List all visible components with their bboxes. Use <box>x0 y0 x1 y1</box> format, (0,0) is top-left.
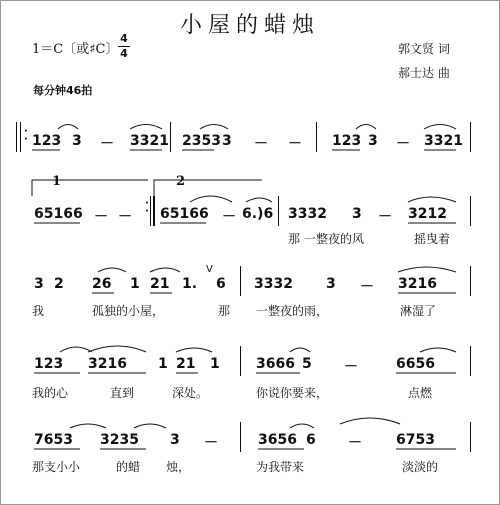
tempo-marking: 每分钟46拍 <box>33 84 93 97</box>
dash: － <box>204 435 218 451</box>
lyric: 我 <box>32 304 45 318</box>
note-group: 123 <box>332 133 362 149</box>
slur <box>60 347 92 352</box>
slur <box>356 125 376 130</box>
note-group: 3666 <box>256 356 295 372</box>
slur <box>190 196 232 202</box>
note: 3 <box>72 133 82 149</box>
lyric: 那 <box>288 232 301 246</box>
dash: － <box>344 359 358 375</box>
note-group: 3332 <box>254 276 293 292</box>
composer-credit: 郝士达 曲 <box>398 66 450 80</box>
volta-second-label: 2 <box>176 174 186 189</box>
note: 1 <box>210 356 220 372</box>
slur <box>134 424 166 428</box>
dash: － <box>254 136 268 152</box>
note-group: 21 <box>150 276 170 292</box>
dash: － <box>360 279 374 295</box>
note-group: 21 <box>176 356 196 372</box>
dash: － <box>378 209 392 225</box>
note-group: 3212 <box>408 206 447 222</box>
note-group: 2353 <box>182 133 221 149</box>
note: 6 <box>306 432 316 448</box>
breath-mark: V <box>206 264 213 275</box>
note-group: 65166 <box>34 206 83 222</box>
slur <box>408 197 456 202</box>
note: 3 <box>368 133 378 149</box>
note-group: 3656 <box>258 432 297 448</box>
slur <box>150 268 180 272</box>
slur <box>58 125 78 130</box>
lyric: 为我带来 <box>256 460 305 474</box>
dash: － <box>288 136 302 152</box>
note: 5 <box>302 356 312 372</box>
dash: － <box>100 136 114 152</box>
note: 1 <box>158 356 168 372</box>
lyric: 点燃 <box>408 386 433 400</box>
dash: － <box>222 209 236 225</box>
note: 6 <box>216 276 226 292</box>
slur <box>88 346 146 352</box>
note-group: 6656 <box>396 356 435 372</box>
slur <box>200 125 228 130</box>
lyric: 我的心 <box>32 386 69 400</box>
slur <box>246 198 272 202</box>
volta-second-bracket <box>154 180 262 196</box>
note-group: 3216 <box>88 356 127 372</box>
dash: － <box>94 209 108 225</box>
slur <box>420 348 456 352</box>
lyricist-credit: 郭文贤 词 <box>398 42 450 56</box>
note: 1 <box>130 276 140 292</box>
note-group: 3321 <box>424 133 463 149</box>
meter-top: 4 <box>120 32 128 45</box>
note-group: 65166 <box>160 206 209 222</box>
slur <box>424 125 456 130</box>
slur <box>340 418 400 424</box>
note: 3 <box>34 276 44 292</box>
lyric: 淡淡的 <box>402 460 439 474</box>
dash: － <box>348 435 362 451</box>
lyric: 淋湿了 <box>400 304 437 318</box>
slur <box>130 125 162 130</box>
note-group: 3216 <box>398 276 437 292</box>
note-group: 123 <box>32 133 62 149</box>
note: 3 <box>170 432 180 448</box>
volta-first-bracket <box>32 180 148 196</box>
note: 1. <box>182 276 198 292</box>
note-group: 26 <box>92 276 112 292</box>
slur <box>70 424 106 428</box>
lyric: 那支小小 <box>32 460 81 474</box>
lyric: 一整夜的风 <box>304 232 365 246</box>
note-group: 3321 <box>130 133 169 149</box>
slur <box>176 348 212 352</box>
song-title: 小屋的蜡烛 <box>179 13 320 38</box>
dash: － <box>396 136 410 152</box>
note: 3 <box>352 206 362 222</box>
dash: － <box>118 209 132 225</box>
volta-first-label: 1 <box>52 174 62 189</box>
lyric: 你说你要来， <box>256 386 329 400</box>
lyric: 孤独的小屋， <box>92 304 165 318</box>
slur <box>290 348 310 352</box>
slur <box>290 424 314 428</box>
key-signature: 1＝C〔或♯C〕 <box>32 42 119 57</box>
note: 2 <box>54 276 64 292</box>
meter-bottom: 4 <box>120 47 128 60</box>
note: 3 <box>222 133 232 149</box>
lyric: 直到 <box>110 386 135 400</box>
note: 3 <box>326 276 336 292</box>
note-group: 7653 <box>34 432 73 448</box>
lyric: 烛， <box>166 460 191 474</box>
lyric: 深处。 <box>172 386 209 400</box>
note-group: 123 <box>34 356 64 372</box>
note-group: 6753 <box>396 432 435 448</box>
note-group: 6.)6 <box>242 206 274 222</box>
repeat-dots: · · <box>24 126 28 145</box>
repeat-end-dots: · · <box>145 198 149 217</box>
note-group: 3235 <box>100 432 139 448</box>
note-group: 3332 <box>288 206 327 222</box>
lyric: 的蜡 <box>116 460 141 474</box>
slur <box>98 268 126 272</box>
lyric: 一整夜的雨， <box>256 304 329 318</box>
slur <box>398 267 456 272</box>
lyric: 那 <box>218 304 231 318</box>
lyric: 摇曳着 <box>414 232 451 246</box>
